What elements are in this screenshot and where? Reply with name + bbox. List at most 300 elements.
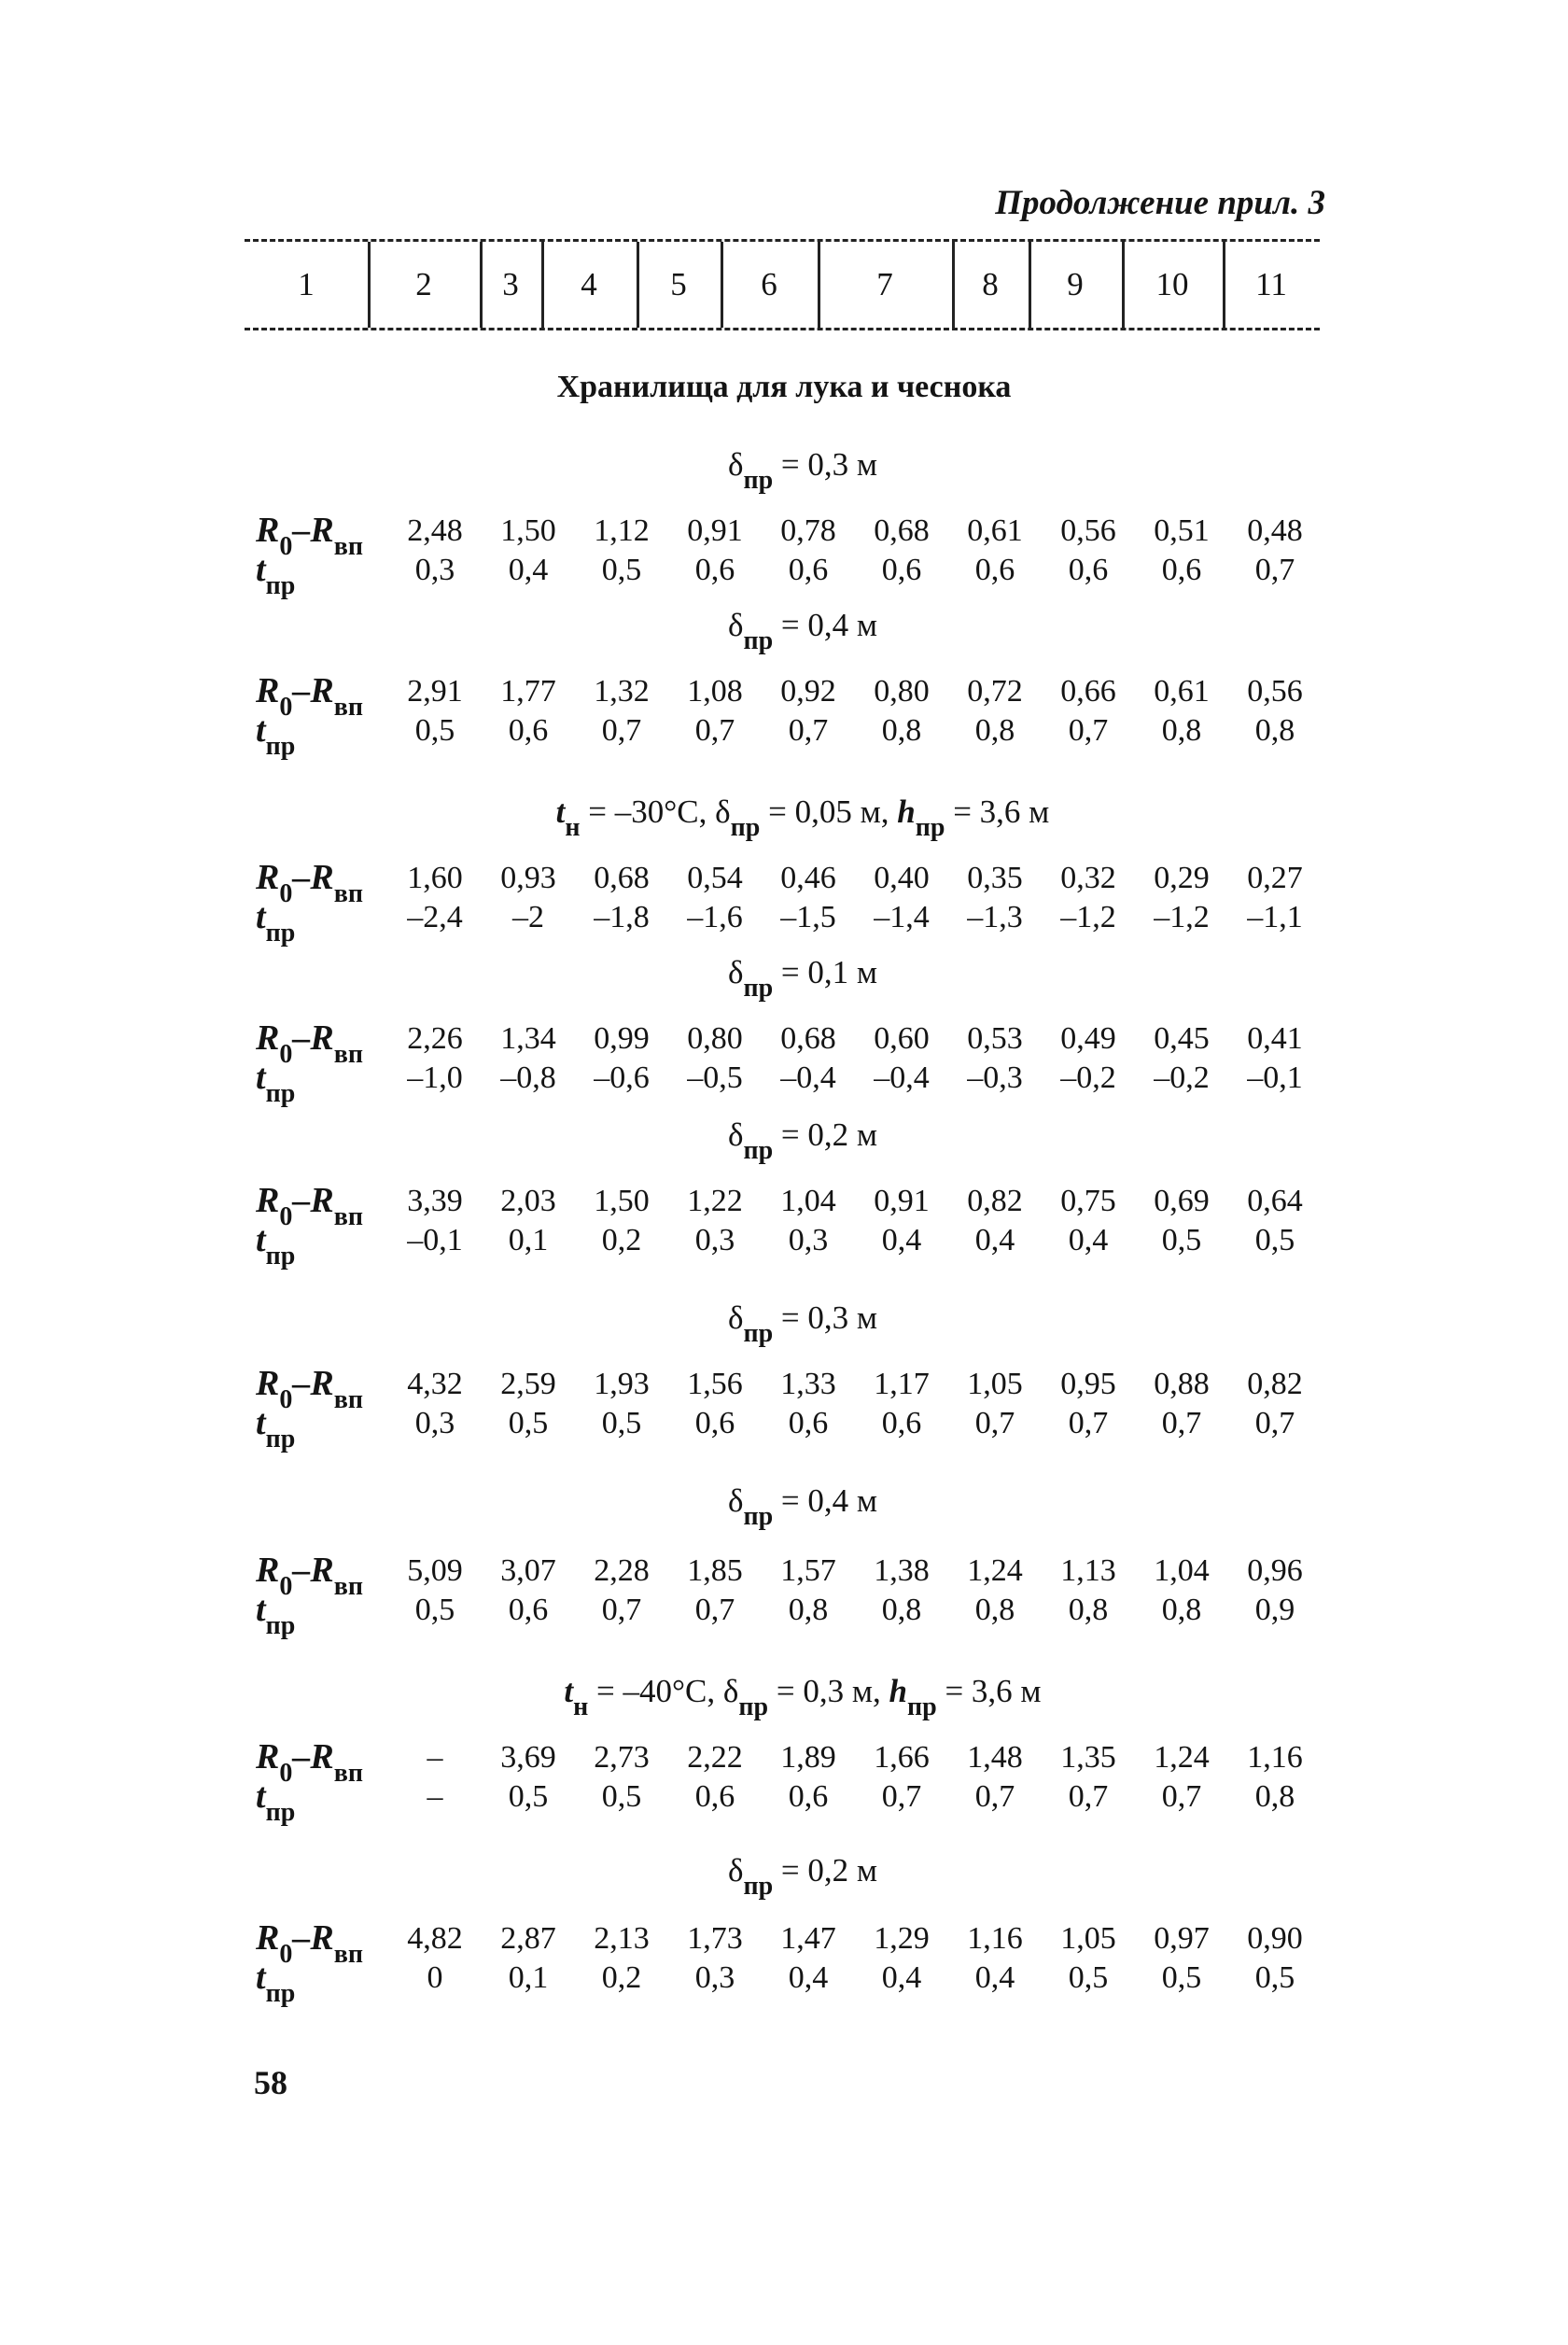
t-value-cell: –0,5 [687, 1060, 743, 1095]
t-value-cell: 0,5 [1068, 1960, 1109, 1995]
r-value-cell: 0,51 [1154, 513, 1210, 548]
r-value-cell: 2,28 [594, 1553, 650, 1588]
t-value-cell: 0,7 [881, 1779, 922, 1814]
t-value-cell: 0,8 [1254, 713, 1295, 748]
r-subscript: 0 [279, 1759, 293, 1788]
r-value-cell: 1,24 [1154, 1740, 1210, 1775]
r-value-cell: 0,46 [780, 861, 836, 895]
r-value-cell: 1,04 [1154, 1553, 1210, 1588]
height-symbol: h [889, 1673, 907, 1709]
delta-subscript: пр [743, 1136, 774, 1165]
row-label-resistance [256, 1018, 363, 1069]
row-label-temperature [256, 1776, 296, 1827]
column-header-label: 3 [502, 266, 519, 302]
column-divider [368, 242, 371, 328]
delta-symbol: δ [727, 1852, 744, 1889]
r-subscript-2: вп [333, 1759, 363, 1788]
t-value-cell: 0,6 [881, 553, 922, 587]
r-subscript-2: вп [333, 1572, 363, 1601]
column-header-label: 11 [1255, 266, 1287, 302]
r-symbol-2: –R [292, 1918, 334, 1958]
r-symbol-2: –R [292, 1181, 334, 1220]
delta-symbol: δ [727, 446, 744, 483]
r-value-cell: 1,05 [1060, 1921, 1116, 1956]
r-value-cell: 0,56 [1247, 674, 1303, 709]
r-value-cell: 0,96 [1247, 1553, 1303, 1588]
r-value-cell: 0,45 [1154, 1021, 1210, 1056]
r-subscript: 0 [279, 1572, 293, 1601]
r-value-cell: 4,82 [407, 1921, 463, 1956]
t-value-cell: 0,7 [601, 1593, 642, 1627]
block-subheading [0, 446, 1568, 495]
t-value-cell: 0,3 [414, 1406, 455, 1440]
t-value-cell: 0,6 [694, 1779, 735, 1814]
row-label-temperature [256, 709, 296, 761]
r-value-cell: 0,41 [1247, 1021, 1303, 1056]
r-value-cell: 0,93 [500, 861, 556, 895]
t-value-cell: –0,1 [407, 1223, 463, 1257]
t-subscript: пр [265, 1079, 296, 1108]
t-value-cell: –0,1 [1247, 1060, 1303, 1095]
r-value-cell: – [427, 1740, 443, 1775]
t-value-cell: 0,7 [1068, 1779, 1109, 1814]
t-subscript: пр [265, 1242, 296, 1271]
t-value-cell: –0,4 [874, 1060, 930, 1095]
t-value-cell: 0,3 [694, 1960, 735, 1995]
r-value-cell: 1,17 [874, 1367, 930, 1401]
page-number: 58 [254, 2064, 287, 2101]
r-value-cell: 3,39 [407, 1184, 463, 1218]
t-value-cell: 0,7 [1161, 1779, 1202, 1814]
r-value-cell: 0,91 [874, 1184, 930, 1218]
t-value-cell: –1,8 [594, 900, 650, 934]
r-symbol: R [256, 511, 280, 550]
t-value-cell: –0,3 [967, 1060, 1023, 1095]
r-symbol-2: –R [292, 511, 334, 550]
r-value-cell: 0,75 [1060, 1184, 1116, 1218]
t-symbol: t [256, 1403, 266, 1442]
t-value-cell: –0,2 [1060, 1060, 1116, 1095]
t-value-cell: 0,7 [1068, 1406, 1109, 1440]
t-value-cell: 0,3 [788, 1223, 829, 1257]
t-subscript: пр [265, 571, 296, 600]
r-value-cell: 1,35 [1060, 1740, 1116, 1775]
column-divider [1223, 242, 1225, 328]
continuation-label: Продолжение прил. 3 [995, 184, 1325, 222]
r-value-cell: 1,16 [967, 1921, 1023, 1956]
column-header-11 [1223, 242, 1320, 328]
r-value-cell: 1,77 [500, 674, 556, 709]
t-value-cell: 0,6 [508, 713, 549, 748]
r-value-cell: 1,57 [780, 1553, 836, 1588]
column-header-7 [818, 242, 952, 328]
delta-subscript: пр [730, 813, 761, 842]
r-value-cell: 0,68 [780, 1021, 836, 1056]
r-value-cell: 0,48 [1247, 513, 1303, 548]
block-subheading [0, 1116, 1568, 1165]
t-value-cell: 0,4 [881, 1223, 922, 1257]
t-value-cell: –1,3 [967, 900, 1023, 934]
t-value-cell: 0,6 [694, 553, 735, 587]
column-divider [1122, 242, 1125, 328]
height-value: = 3,6 м [945, 793, 1050, 830]
row-label-resistance [256, 670, 363, 722]
r-value-cell: 0,80 [687, 1021, 743, 1056]
r-subscript-2: вп [333, 1040, 363, 1069]
column-header-4 [541, 242, 637, 328]
delta-symbol: δ [727, 1299, 744, 1336]
delta-subscript: пр [743, 1872, 774, 1901]
t-value-cell: 0,7 [694, 1593, 735, 1627]
r-value-cell: 0,97 [1154, 1921, 1210, 1956]
r-value-cell: 1,22 [687, 1184, 743, 1218]
t-value-cell: 0,7 [1254, 553, 1295, 587]
t-value-cell: 0,6 [974, 553, 1015, 587]
r-value-cell: 0,64 [1247, 1184, 1303, 1218]
delta-symbol: δ [727, 1116, 744, 1153]
block-subheading [0, 793, 1568, 842]
t-value-cell: 0,4 [974, 1223, 1015, 1257]
t-value-cell: –1,1 [1247, 900, 1303, 934]
t-subscript: пр [265, 919, 296, 948]
r-subscript: 0 [279, 532, 293, 561]
r-value-cell: 1,38 [874, 1553, 930, 1588]
t-value-cell: 0,7 [974, 1406, 1015, 1440]
t-value-cell: 0,4 [508, 553, 549, 587]
r-value-cell: 3,07 [500, 1553, 556, 1588]
delta-symbol: δ [727, 954, 744, 990]
r-value-cell: 1,05 [967, 1367, 1023, 1401]
r-value-cell: 2,26 [407, 1021, 463, 1056]
r-value-cell: 1,29 [874, 1921, 930, 1956]
t-subscript: пр [265, 1611, 296, 1640]
row-label-temperature [256, 1402, 296, 1453]
column-header-label: 2 [415, 266, 432, 302]
t-value-cell: 0,7 [1254, 1406, 1295, 1440]
column-header-10 [1122, 242, 1223, 328]
r-value-cell: 1,24 [967, 1553, 1023, 1588]
t-value-cell: 0,8 [1254, 1779, 1295, 1814]
t-symbol: t [256, 550, 266, 589]
r-value-cell: 2,59 [500, 1367, 556, 1401]
r-value-cell: 2,87 [500, 1921, 556, 1956]
row-label-temperature [256, 1957, 296, 2008]
delta-value: = 0,3 м [773, 1299, 878, 1336]
temp-subscript: н [565, 813, 581, 842]
t-symbol: t [256, 1058, 266, 1097]
column-divider [721, 242, 723, 328]
r-value-cell: 1,12 [594, 513, 650, 548]
r-value-cell: 1,08 [687, 674, 743, 709]
column-header-1 [245, 242, 368, 328]
column-divider [541, 242, 544, 328]
t-value-cell: 0,5 [508, 1779, 549, 1814]
column-header-label: 6 [761, 266, 777, 302]
r-value-cell: 1,04 [780, 1184, 836, 1218]
delta-value: = 0,4 м [773, 607, 878, 643]
delta-subscript: пр [738, 1692, 769, 1721]
t-subscript: пр [265, 1979, 296, 2008]
row-label-temperature [256, 1589, 296, 1640]
column-divider [818, 242, 820, 328]
r-symbol: R [256, 671, 280, 710]
t-value-cell: 0,3 [414, 553, 455, 587]
r-value-cell: 0,40 [874, 861, 930, 895]
r-subscript: 0 [279, 1385, 293, 1414]
t-value-cell: 0,7 [601, 713, 642, 748]
t-value-cell: 0,5 [1161, 1223, 1202, 1257]
block-subheading [0, 1852, 1568, 1901]
t-value-cell: –1,2 [1154, 900, 1210, 934]
t-value-cell: 0,5 [601, 1406, 642, 1440]
r-subscript-2: вп [333, 1940, 363, 1969]
r-value-cell: 0,68 [594, 861, 650, 895]
column-header-3 [480, 242, 541, 328]
r-value-cell: 1,93 [594, 1367, 650, 1401]
r-value-cell: 1,16 [1247, 1740, 1303, 1775]
t-value-cell: –0,6 [594, 1060, 650, 1095]
t-value-cell: 0,8 [1161, 1593, 1202, 1627]
t-value-cell: 0,8 [881, 1593, 922, 1627]
delta-value: = 0,3 м, [768, 1673, 889, 1709]
column-header-label: 8 [982, 266, 999, 302]
height-subscript: пр [915, 813, 945, 842]
r-subscript: 0 [279, 1202, 293, 1231]
r-subscript: 0 [279, 1940, 293, 1969]
r-value-cell: 0,82 [967, 1184, 1023, 1218]
t-value-cell: –1,4 [874, 900, 930, 934]
row-label-resistance [256, 1550, 363, 1601]
r-value-cell: 0,32 [1060, 861, 1116, 895]
r-value-cell: 0,27 [1247, 861, 1303, 895]
r-value-cell: 1,32 [594, 674, 650, 709]
r-symbol-2: –R [292, 1551, 334, 1590]
delta-subscript: пр [743, 1319, 774, 1348]
r-value-cell: 1,56 [687, 1367, 743, 1401]
t-value-cell: 0,6 [788, 1779, 829, 1814]
column-header-8 [952, 242, 1029, 328]
temp-symbol: t [555, 793, 566, 830]
t-value-cell: –1,5 [780, 900, 836, 934]
t-symbol: t [256, 1590, 266, 1629]
t-value-cell: 0,2 [601, 1223, 642, 1257]
section-title: Хранилища для лука и чеснока [556, 370, 1012, 404]
t-value-cell: –0,4 [780, 1060, 836, 1095]
r-symbol: R [256, 1737, 280, 1776]
t-value-cell: 0,5 [414, 713, 455, 748]
delta-subscript: пр [743, 974, 774, 1003]
r-value-cell: 0,72 [967, 674, 1023, 709]
t-value-cell: 0,3 [694, 1223, 735, 1257]
r-subscript-2: вп [333, 1202, 363, 1231]
t-value-cell: –0,2 [1154, 1060, 1210, 1095]
r-value-cell: 5,09 [407, 1553, 463, 1588]
r-symbol: R [256, 1364, 280, 1403]
r-symbol-2: –R [292, 1018, 334, 1058]
t-symbol: t [256, 897, 266, 936]
row-label-resistance [256, 1917, 363, 1969]
row-label-temperature [256, 896, 296, 948]
r-value-cell: 0,60 [874, 1021, 930, 1056]
r-value-cell: 1,60 [407, 861, 463, 895]
r-value-cell: 0,78 [780, 513, 836, 548]
r-value-cell: 0,54 [687, 861, 743, 895]
r-value-cell: 2,13 [594, 1921, 650, 1956]
t-value-cell: 0,1 [508, 1223, 549, 1257]
r-value-cell: 1,34 [500, 1021, 556, 1056]
t-value-cell: 0,5 [508, 1406, 549, 1440]
r-value-cell: 0,82 [1247, 1367, 1303, 1401]
r-subscript-2: вп [333, 532, 363, 561]
delta-symbol: δ [727, 607, 744, 643]
t-value-cell: 0,6 [788, 553, 829, 587]
r-value-cell: 0,69 [1154, 1184, 1210, 1218]
block-subheading [0, 954, 1568, 1003]
t-value-cell: 0,8 [1068, 1593, 1109, 1627]
r-value-cell: 0,99 [594, 1021, 650, 1056]
t-value-cell: 0,8 [974, 1593, 1015, 1627]
r-value-cell: 1,66 [874, 1740, 930, 1775]
r-value-cell: 0,91 [687, 513, 743, 548]
t-value-cell: –2 [512, 900, 544, 934]
r-value-cell: 0,92 [780, 674, 836, 709]
t-value-cell: 0,5 [1254, 1223, 1295, 1257]
row-label-temperature [256, 1219, 296, 1271]
r-value-cell: 2,48 [407, 513, 463, 548]
column-header-2 [368, 242, 480, 328]
t-value-cell: 0,5 [1161, 1960, 1202, 1995]
height-subscript: пр [906, 1692, 937, 1721]
r-value-cell: 1,73 [687, 1921, 743, 1956]
row-label-resistance [256, 510, 363, 561]
t-value-cell: –0,8 [500, 1060, 556, 1095]
t-value-cell: 0,4 [1068, 1223, 1109, 1257]
delta-value: = 0,05 м, [760, 793, 898, 830]
r-value-cell: 0,68 [874, 513, 930, 548]
r-symbol: R [256, 1918, 280, 1958]
t-value-cell: 0,6 [1068, 553, 1109, 587]
temp-subscript: н [573, 1692, 589, 1721]
t-value-cell: 0,5 [601, 1779, 642, 1814]
t-symbol: t [256, 710, 266, 750]
r-value-cell: 0,90 [1247, 1921, 1303, 1956]
column-divider [952, 242, 955, 328]
r-value-cell: 0,35 [967, 861, 1023, 895]
temp-value: = –30°С, [580, 793, 716, 830]
r-value-cell: 0,61 [967, 513, 1023, 548]
block-subheading [0, 1299, 1568, 1348]
delta-subscript: пр [743, 1502, 774, 1531]
t-value-cell: –1,6 [687, 900, 743, 934]
t-value-cell: 0 [427, 1960, 443, 1995]
block-subheading [0, 607, 1568, 655]
r-value-cell: 0,95 [1060, 1367, 1116, 1401]
r-value-cell: 1,89 [780, 1740, 836, 1775]
column-header-6 [721, 242, 818, 328]
r-value-cell: 0,61 [1154, 674, 1210, 709]
delta-value: = 0,3 м [773, 446, 878, 483]
t-value-cell: 0,5 [1254, 1960, 1295, 1995]
r-symbol: R [256, 1181, 280, 1220]
delta-symbol: δ [715, 793, 731, 830]
r-value-cell: 1,47 [780, 1921, 836, 1956]
t-subscript: пр [265, 1798, 296, 1827]
row-label-resistance [256, 857, 363, 908]
delta-value: = 0,4 м [773, 1482, 878, 1519]
r-symbol-2: –R [292, 1364, 334, 1403]
r-value-cell: 0,80 [874, 674, 930, 709]
t-value-cell: 0,4 [881, 1960, 922, 1995]
r-symbol: R [256, 858, 280, 897]
column-header-label: 7 [876, 266, 893, 302]
t-value-cell: 0,5 [601, 553, 642, 587]
r-subscript-2: вп [333, 693, 363, 722]
row-label-temperature [256, 1057, 296, 1108]
t-symbol: t [256, 1220, 266, 1259]
t-value-cell: 0,1 [508, 1960, 549, 1995]
t-value-cell: –1,0 [407, 1060, 463, 1095]
column-header-label: 4 [581, 266, 597, 302]
t-subscript: пр [265, 1425, 296, 1453]
t-value-cell: 0,7 [1161, 1406, 1202, 1440]
temp-symbol: t [564, 1673, 574, 1709]
r-value-cell: 0,49 [1060, 1021, 1116, 1056]
r-value-cell: 4,32 [407, 1367, 463, 1401]
height-value: = 3,6 м [936, 1673, 1042, 1709]
column-header-label: 10 [1155, 266, 1189, 302]
delta-subscript: пр [743, 466, 774, 495]
r-value-cell: 2,73 [594, 1740, 650, 1775]
t-value-cell: 0,7 [694, 713, 735, 748]
t-value-cell: – [427, 1779, 443, 1814]
r-value-cell: 2,22 [687, 1740, 743, 1775]
column-header-5 [637, 242, 721, 328]
r-subscript-2: вп [333, 879, 363, 908]
r-value-cell: 0,29 [1154, 861, 1210, 895]
column-header-label: 1 [298, 266, 315, 302]
r-value-cell: 2,91 [407, 674, 463, 709]
r-subscript: 0 [279, 693, 293, 722]
t-value-cell: –2,4 [407, 900, 463, 934]
t-value-cell: 0,9 [1254, 1593, 1295, 1627]
r-value-cell: 0,66 [1060, 674, 1116, 709]
r-value-cell: 1,85 [687, 1553, 743, 1588]
delta-value: = 0,2 м [773, 1116, 878, 1153]
r-value-cell: 1,50 [594, 1184, 650, 1218]
t-value-cell: 0,6 [508, 1593, 549, 1627]
row-label-resistance [256, 1363, 363, 1414]
r-subscript: 0 [279, 1040, 293, 1069]
t-value-cell: 0,4 [788, 1960, 829, 1995]
row-label-temperature [256, 549, 296, 600]
r-value-cell: 1,13 [1060, 1553, 1116, 1588]
column-header-label: 5 [670, 266, 687, 302]
r-symbol: R [256, 1551, 280, 1590]
column-divider [480, 242, 483, 328]
t-value-cell: 0,6 [881, 1406, 922, 1440]
t-value-cell: 0,4 [974, 1960, 1015, 1995]
t-value-cell: 0,8 [1161, 713, 1202, 748]
column-header-label: 9 [1067, 266, 1084, 302]
delta-symbol: δ [722, 1673, 739, 1709]
r-value-cell: 1,48 [967, 1740, 1023, 1775]
column-header-9 [1029, 242, 1122, 328]
r-symbol-2: –R [292, 1737, 334, 1776]
column-divider [1029, 242, 1031, 328]
delta-subscript: пр [743, 626, 774, 655]
row-label-resistance [256, 1180, 363, 1231]
r-subscript: 0 [279, 879, 293, 908]
